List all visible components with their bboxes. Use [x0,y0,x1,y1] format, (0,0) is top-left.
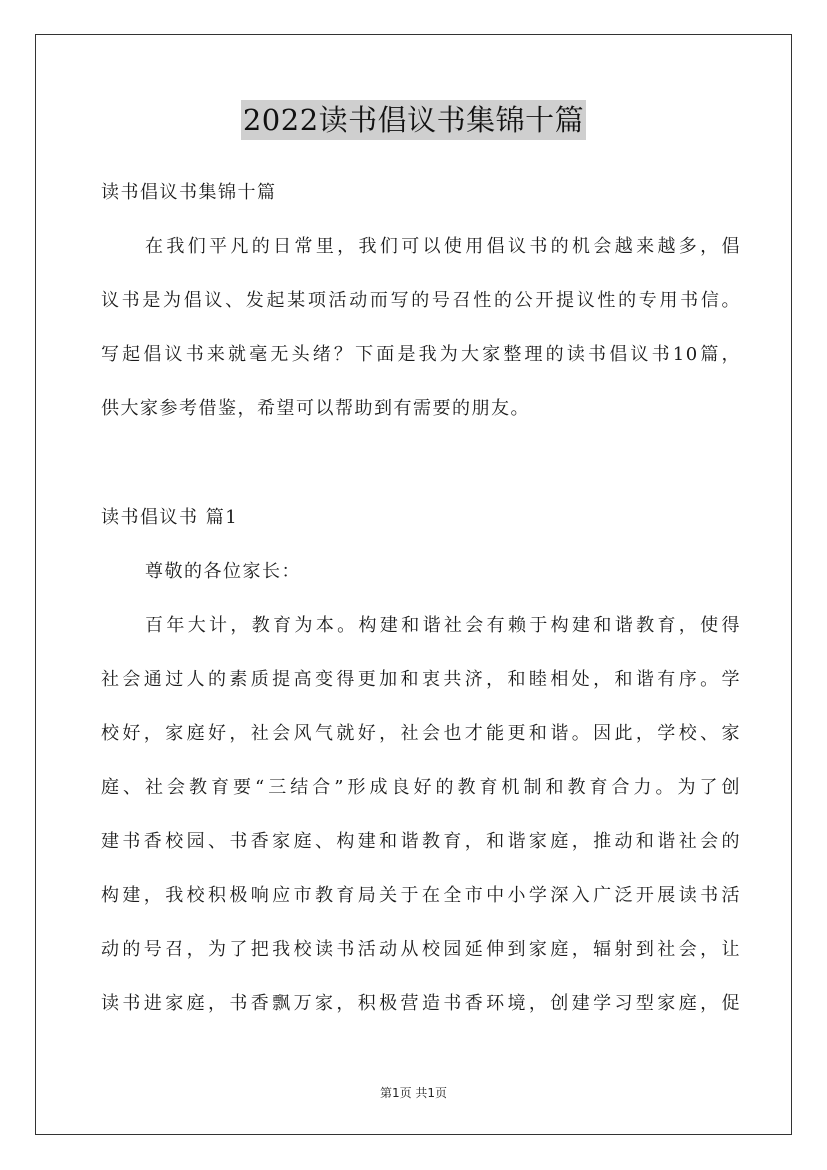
body-line-4: 庭、社会教育要“三结合”形成良好的教育机制和教育合力。为了创 [101,777,741,798]
body-line-5: 建书香校园、书香家庭、构建和谐教育，和谐家庭，推动和谐社会的 [101,831,741,852]
body-line-6: 构建，我校积极响应市教育局关于在全市中小学深入广泛开展读书活 [101,885,741,906]
document-subtitle: 读书倡议书集锦十篇 [101,182,277,203]
salutation: 尊敬的各位家长： [145,561,301,582]
intro-line-2: 议书是为倡议、发起某项活动而写的号召性的公开提议性的专用书信。 [101,290,741,311]
document-title: 2022读书倡议书集锦十篇 [241,100,586,140]
page-footer: 第1页 共1页 [379,1086,448,1100]
intro-line-1: 在我们平凡的日常里，我们可以使用倡议书的机会越来越多，倡 [145,236,741,257]
title-container [0,100,827,140]
body-line-2: 社会通过人的素质提高变得更加和衷共济，和睦相处，和谐有序。学 [101,669,741,690]
body-line-8: 读书进家庭，书香飘万家，积极营造书香环境，创建学习型家庭，促 [101,993,741,1014]
body-line-7: 动的号召，为了把我校读书活动从校园延伸到家庭，辐射到社会，让 [101,939,741,960]
section-heading: 读书倡议书 篇1 [101,507,239,528]
body-line-3: 校好，家庭好，社会风气就好，社会也才能更和谐。因此，学校、家 [101,723,741,744]
intro-line-3: 写起倡议书来就毫无头绪？下面是我为大家整理的读书倡议书10篇， [101,344,741,365]
intro-line-4: 供大家参考借鉴，希望可以帮助到有需要的朋友。 [101,398,530,419]
body-line-1: 百年大计，教育为本。构建和谐社会有赖于构建和谐教育，使得 [145,615,741,636]
